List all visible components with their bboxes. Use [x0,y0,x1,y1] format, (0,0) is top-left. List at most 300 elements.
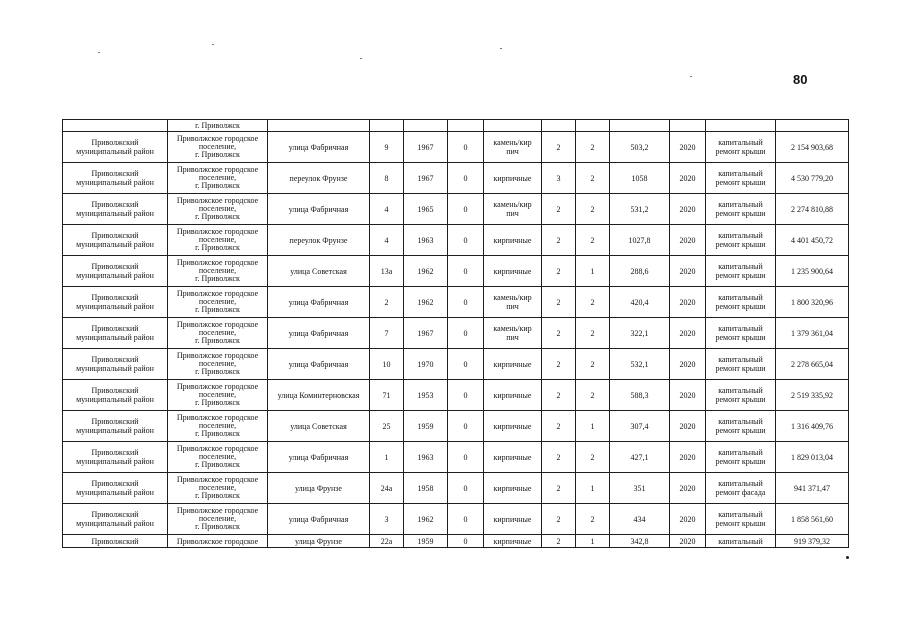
plan-year-cell: 2020 [670,504,706,535]
district-line: Приволжский [91,386,139,395]
work-cell [706,132,776,163]
settlement-line: поселение, [198,204,237,213]
material-cell: кирпичные [484,535,542,548]
settlement-cell [168,194,268,225]
zero-cell: 0 [448,504,484,535]
settlement-line: г. Приволжск [195,522,240,531]
cost-cell: 2 519 335,92 [776,380,849,411]
floors-cell: 2 [542,504,576,535]
district-line: Приволжский [91,200,139,209]
district-line: Приволжский [91,355,139,364]
work-line: капитальный [718,231,763,240]
work-line: ремонт крыши [715,333,766,342]
district-cell [63,504,168,535]
settlement-line: Приволжское городское [176,289,259,298]
settlement-line: Приволжское городское [176,165,259,174]
cost-cell: 1 316 409,76 [776,411,849,442]
entrances-cell: 2 [576,349,610,380]
material-line: пич [506,209,519,218]
settlement-line: Приволжское городское [176,475,259,484]
year-cell: 1962 [404,256,448,287]
settlement-line: поселение, [198,297,237,306]
plan-year-cell: 2020 [670,411,706,442]
material-line: кирпичные [493,173,532,183]
settlement-line: Приволжское городское [176,134,259,143]
year-cell: 1965 [404,194,448,225]
year-cell: 1962 [404,504,448,535]
area-cell: 503,2 [610,132,670,163]
material-line: камень/кир [493,200,532,209]
settlement-line: поселение, [198,266,237,275]
table-row [63,473,849,504]
work-line: капитальный [718,262,763,271]
year-cell: 1963 [404,225,448,256]
settlement-cell [168,225,268,256]
entrances-cell: 2 [576,287,610,318]
house-cell [370,120,404,132]
work-line: ремонт крыши [715,426,766,435]
cost-cell: 2 274 810,88 [776,194,849,225]
area-cell: 1027,8 [610,225,670,256]
plan-year-cell: 2020 [670,349,706,380]
zero-cell: 0 [448,163,484,194]
plan-year-cell: 2020 [670,535,706,548]
settlement-line: поселение, [198,359,237,368]
street-cell: улица Советская [268,411,370,442]
year-cell: 1953 [404,380,448,411]
district-cell [63,163,168,194]
year-cell: 1967 [404,163,448,194]
district-line: муниципальный район [76,209,154,218]
work-cell: капитальный [706,535,776,548]
zero-cell: 0 [448,256,484,287]
street-cell: улица Фабричная [268,349,370,380]
table-row [63,194,849,225]
material-line: пич [506,302,519,311]
settlement-cell [168,442,268,473]
settlement-line: г. Приволжск [195,460,240,469]
scan-speck [212,44,214,45]
district-line: Приволжский [91,138,139,147]
district-line: Приволжский [91,479,139,488]
entrances-cell: 2 [576,163,610,194]
zero-cell: 0 [448,442,484,473]
district-cell [63,411,168,442]
area-cell: 1058 [610,163,670,194]
house-cell: 2 [370,287,404,318]
cost-cell: 1 858 561,60 [776,504,849,535]
last-row [63,535,849,548]
district-line: Приволжский [91,510,139,519]
plan-year-cell: 2020 [670,287,706,318]
work-cell [706,318,776,349]
year-cell: 1967 [404,318,448,349]
zero-cell: 0 [448,380,484,411]
settlement-line: поселение, [198,328,237,337]
settlement-line: г. Приволжск [195,212,240,221]
work-line: ремонт крыши [715,147,766,156]
house-cell: 7 [370,318,404,349]
street-cell: улица Фабричная [268,287,370,318]
table-row [63,132,849,163]
settlement-cell [168,504,268,535]
work-cell [706,194,776,225]
year-cell: 1963 [404,442,448,473]
material-cell [484,132,542,163]
table-row [63,411,849,442]
page-number: 80 [793,72,808,87]
area-cell: 307,4 [610,411,670,442]
entrances-cell: 2 [576,194,610,225]
work-line: ремонт крыши [715,395,766,404]
settlement-line: г. Приволжск [195,243,240,252]
plan-year-cell [670,120,706,132]
settlement-cell: г. Приволжск [168,120,268,132]
entrances-cell: 1 [576,411,610,442]
district-line: Приволжский [91,169,139,178]
work-cell [706,225,776,256]
district-cell [63,473,168,504]
district-line: муниципальный район [76,457,154,466]
material-cell [484,194,542,225]
year-cell [404,120,448,132]
material-cell [484,256,542,287]
district-cell [63,120,168,132]
settlement-line: Приволжское городское [176,227,259,236]
year-cell: 1959 [404,535,448,548]
house-cell: 4 [370,225,404,256]
settlement-line: поселение, [198,235,237,244]
area-cell [610,120,670,132]
district-line: муниципальный район [76,147,154,156]
work-line: капитальный [718,448,763,457]
work-cell [706,287,776,318]
settlement-line: г. Приволжск [195,150,240,159]
settlement-line: поселение, [198,390,237,399]
street-cell: улица Фабричная [268,318,370,349]
entrances-cell: 2 [576,225,610,256]
house-cell: 22а [370,535,404,548]
work-line: ремонт крыши [715,302,766,311]
material-cell [484,380,542,411]
work-line: капитальный [718,355,763,364]
work-line: капитальный [718,169,763,178]
street-cell: улица Фрунзе [268,473,370,504]
floors-cell [542,120,576,132]
area-cell: 351 [610,473,670,504]
district-line: Приволжский [91,324,139,333]
area-cell: 420,4 [610,287,670,318]
district-line: муниципальный район [76,395,154,404]
area-cell: 532,1 [610,349,670,380]
entrances-cell: 2 [576,380,610,411]
floors-cell: 2 [542,194,576,225]
material-line: кирпичные [493,266,532,276]
house-cell: 10 [370,349,404,380]
floors-cell: 2 [542,442,576,473]
table-row [63,318,849,349]
zero-cell: 0 [448,225,484,256]
floors-cell: 2 [542,318,576,349]
district-cell [63,132,168,163]
material-line: кирпичные [493,514,532,524]
material-cell [484,349,542,380]
table-row [63,349,849,380]
settlement-cell [168,473,268,504]
cost-cell: 1 235 900,64 [776,256,849,287]
district-line: муниципальный район [76,519,154,528]
scan-speck [690,76,692,77]
work-line: капитальный [718,417,763,426]
material-line: кирпичные [493,359,532,369]
year-cell: 1962 [404,287,448,318]
cost-cell: 1 379 361,04 [776,318,849,349]
house-cell: 3 [370,504,404,535]
material-line: кирпичные [493,483,532,493]
district-cell [63,194,168,225]
cost-cell: 2 154 903,68 [776,132,849,163]
street-cell: улица Фабричная [268,132,370,163]
material-cell [484,120,542,132]
settlement-line: поселение, [198,483,237,492]
work-line: капитальный [718,510,763,519]
street-cell: переулок Фрунзе [268,225,370,256]
work-line: ремонт крыши [715,271,766,280]
material-line: пич [506,147,519,156]
cost-cell: 4 401 450,72 [776,225,849,256]
zero-cell: 0 [448,132,484,163]
house-cell: 13а [370,256,404,287]
cost-cell: 1 800 320,96 [776,287,849,318]
district-cell [63,318,168,349]
material-cell [484,504,542,535]
district-line: Приволжский [91,231,139,240]
entrances-cell: 1 [576,473,610,504]
material-line: кирпичные [493,390,532,400]
settlement-line: поселение, [198,452,237,461]
district-cell [63,287,168,318]
settlement-line: Приволжское городское [176,413,259,422]
plan-year-cell: 2020 [670,380,706,411]
settlement-line: г. Приволжск [195,181,240,190]
street-cell [268,120,370,132]
settlement-cell [168,256,268,287]
cost-cell: 941 371,47 [776,473,849,504]
settlement-cell [168,163,268,194]
material-cell [484,225,542,256]
settlement-line: поселение, [198,421,237,430]
material-cell [484,411,542,442]
settlement-line: Приволжское городское [176,258,259,267]
scan-dot [846,556,849,559]
buildings-table [62,119,849,548]
floors-cell: 2 [542,411,576,442]
street-cell: улица Коминтерновская [268,380,370,411]
cost-cell: 4 530 779,20 [776,163,849,194]
work-cell [706,380,776,411]
continuation-row [63,120,849,132]
material-line: камень/кир [493,138,532,147]
settlement-line: поселение, [198,514,237,523]
district-cell: Приволжский [63,535,168,548]
floors-cell: 2 [542,287,576,318]
house-cell: 8 [370,163,404,194]
scan-speck [360,58,362,59]
entrances-cell: 2 [576,504,610,535]
settlement-line: г. Приволжск [195,305,240,314]
district-cell [63,225,168,256]
material-line: кирпичные [493,235,532,245]
area-cell: 588,3 [610,380,670,411]
district-line: Приволжский [91,448,139,457]
settlement-line: Приволжское городское [176,382,259,391]
floors-cell: 2 [542,132,576,163]
cost-cell: 919 379,32 [776,535,849,548]
table-row [63,256,849,287]
settlement-line: поселение, [198,173,237,182]
zero-cell: 0 [448,349,484,380]
zero-cell: 0 [448,318,484,349]
plan-year-cell: 2020 [670,318,706,349]
floors-cell: 2 [542,473,576,504]
settlement-line: Приволжское городское [176,196,259,205]
material-line: кирпичные [493,421,532,431]
settlement-cell [168,318,268,349]
year-cell: 1970 [404,349,448,380]
house-cell: 24а [370,473,404,504]
work-line: ремонт крыши [715,457,766,466]
table-body [63,120,849,548]
material-line: камень/кир [493,293,532,302]
house-cell: 1 [370,442,404,473]
district-line: Приволжский [91,417,139,426]
area-cell: 322,1 [610,318,670,349]
table-row [63,287,849,318]
work-cell [706,442,776,473]
work-cell [706,256,776,287]
district-line: муниципальный район [76,488,154,497]
district-line: муниципальный район [76,271,154,280]
table-row [63,442,849,473]
floors-cell: 2 [542,349,576,380]
work-line: ремонт крыши [715,209,766,218]
material-line: пич [506,333,519,342]
area-cell: 342,8 [610,535,670,548]
zero-cell: 0 [448,535,484,548]
entrances-cell: 1 [576,256,610,287]
scan-speck [98,52,100,53]
cost-cell [776,120,849,132]
settlement-line: г. Приволжск [195,429,240,438]
table-row [63,380,849,411]
work-line: капитальный [718,138,763,147]
work-cell [706,504,776,535]
settlement-cell: Приволжское городское [168,535,268,548]
district-line: муниципальный район [76,426,154,435]
settlement-line: г. Приволжск [195,398,240,407]
settlement-cell [168,349,268,380]
work-line: капитальный [718,386,763,395]
material-line: камень/кир [493,324,532,333]
district-cell [63,349,168,380]
street-cell: улица Фабричная [268,442,370,473]
work-cell [706,120,776,132]
floors-cell: 2 [542,535,576,548]
plan-year-cell: 2020 [670,132,706,163]
work-line: ремонт крыши [715,364,766,373]
work-line: капитальный [718,324,763,333]
street-cell: переулок Фрунзе [268,163,370,194]
plan-year-cell: 2020 [670,473,706,504]
work-cell [706,349,776,380]
work-line: ремонт фасада [715,488,766,497]
table-row [63,225,849,256]
cost-cell: 2 278 665,04 [776,349,849,380]
plan-year-cell: 2020 [670,194,706,225]
district-line: Приволжский [91,293,139,302]
scan-speck [500,48,502,49]
material-cell [484,163,542,194]
house-cell: 9 [370,132,404,163]
work-line: капитальный [718,479,763,488]
floors-cell: 2 [542,225,576,256]
settlement-line: Приволжское городское [176,506,259,515]
material-cell [484,442,542,473]
material-line: кирпичные [493,452,532,462]
work-cell [706,411,776,442]
work-line: капитальный [718,293,763,302]
work-cell [706,163,776,194]
settlement-line: Приволжское городское [176,320,259,329]
district-cell [63,380,168,411]
work-line: ремонт крыши [715,519,766,528]
house-cell: 4 [370,194,404,225]
district-line: муниципальный район [76,333,154,342]
year-cell: 1959 [404,411,448,442]
floors-cell: 2 [542,256,576,287]
work-line: ремонт крыши [715,240,766,249]
zero-cell: 0 [448,411,484,442]
settlement-line: г. Приволжск [195,274,240,283]
settlement-line: г. Приволжск [195,336,240,345]
plan-year-cell: 2020 [670,256,706,287]
entrances-cell [576,120,610,132]
settlement-cell [168,411,268,442]
street-cell: улица Фабричная [268,504,370,535]
material-cell [484,473,542,504]
plan-year-cell: 2020 [670,442,706,473]
zero-cell: 0 [448,287,484,318]
work-line: капитальный [718,200,763,209]
area-cell: 434 [610,504,670,535]
district-line: Приволжский [91,262,139,271]
entrances-cell: 2 [576,318,610,349]
district-line: муниципальный район [76,302,154,311]
area-cell: 531,2 [610,194,670,225]
street-cell: улица Фрунзе [268,535,370,548]
district-line: муниципальный район [76,178,154,187]
settlement-cell [168,132,268,163]
street-cell: улица Советская [268,256,370,287]
settlement-line: Приволжское городское [176,351,259,360]
zero-cell: 0 [448,473,484,504]
street-cell: улица Фабричная [268,194,370,225]
district-line: муниципальный район [76,240,154,249]
work-cell [706,473,776,504]
settlement-line: Приволжское городское [176,444,259,453]
entrances-cell: 2 [576,132,610,163]
floors-cell: 3 [542,163,576,194]
